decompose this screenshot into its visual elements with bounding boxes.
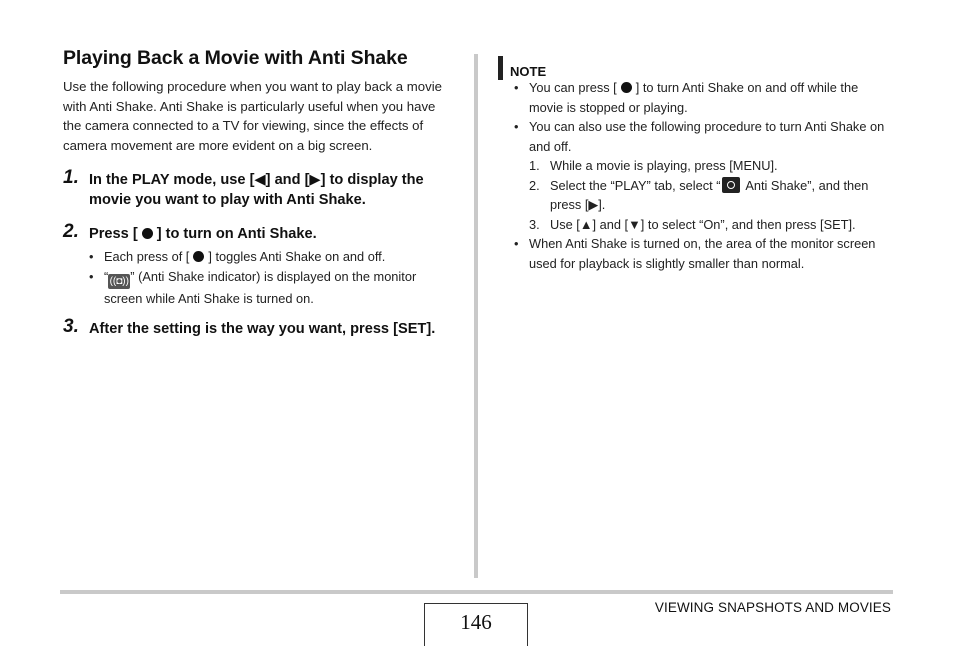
- list-item: • You can also use the following procedure to turn Anti Shake on and off.: [514, 117, 894, 156]
- step-2-bullets: [89, 247, 458, 308]
- list-item: • When Anti Shake is turned on, the area of the monitor screen used for playback is slightly smaller than normal.: [514, 234, 894, 273]
- note-text: While a movie is playing, press [MENU].: [550, 158, 778, 173]
- step-1: [63, 167, 458, 210]
- circle-button-icon: [142, 228, 153, 239]
- step-text-before: Press [: [89, 226, 138, 242]
- step-3: [63, 316, 458, 339]
- list-item: [514, 215, 894, 235]
- list-item: [514, 156, 894, 176]
- note-content: [514, 78, 894, 273]
- play-menu-icon: [722, 177, 740, 193]
- note-text: You can press [: [529, 80, 617, 95]
- note-text: Anti Shake”, and then press [▶].: [550, 177, 869, 212]
- list-item: [89, 267, 458, 309]
- list-item: [514, 176, 894, 215]
- section-title: VIEWING SNAPSHOTS AND MOVIES: [654, 600, 891, 615]
- column-divider: [474, 54, 478, 578]
- anti-shake-indicator-icon: ((◘)): [109, 275, 129, 287]
- step-number: 3.: [63, 316, 79, 337]
- step-number: 2.: [63, 221, 79, 242]
- list-item: [89, 247, 458, 267]
- note-text: ] to turn Anti Shake on and off while the movie is stopped or playing.: [529, 80, 859, 115]
- step-number: 1.: [63, 167, 79, 188]
- bullet-text: ] toggles Anti Shake on and off.: [208, 249, 386, 264]
- footer-divider: [60, 590, 893, 594]
- circle-button-icon: [193, 251, 204, 262]
- bullet-text: “: [104, 268, 109, 284]
- bullet-text: ” (Anti Shake indicator) is displayed on the monitor screen while Anti Shake is turned on.: [104, 268, 417, 306]
- step-text: In the PLAY mode, use [◀] and [▶] to display the movie you want to play with Anti Shake.: [89, 172, 424, 208]
- step-2: [63, 221, 458, 308]
- step-text: After the setting is the way you want, press [SET].: [89, 321, 436, 337]
- step-text: [89, 224, 458, 244]
- list-number: 1.: [529, 158, 540, 173]
- list-number: 3.: [529, 216, 540, 232]
- list-number: 2.: [529, 177, 540, 193]
- note-marker: [498, 56, 503, 80]
- note-text: Select the “PLAY” tab, select “: [550, 177, 721, 193]
- step-text-after: ] to turn on Anti Shake.: [156, 226, 317, 242]
- note-label: NOTE: [510, 64, 547, 79]
- page-title: Playing Back a Movie with Anti Shake: [63, 47, 408, 69]
- note-text: Use [▲] and [▼] to select “On”, and then press [SET].: [550, 216, 856, 232]
- page-number: 146: [424, 603, 528, 646]
- intro-paragraph: Use the following procedure when you want to play back a movie with Anti Shake. Anti Shake is particularly useful when you have the camera connected to a TV for viewing, since the effects of camera movement are more evident on a big screen.: [63, 79, 442, 153]
- circle-button-icon: [621, 82, 632, 93]
- bullet-text: Each press of [: [104, 249, 190, 264]
- list-item: [514, 78, 894, 117]
